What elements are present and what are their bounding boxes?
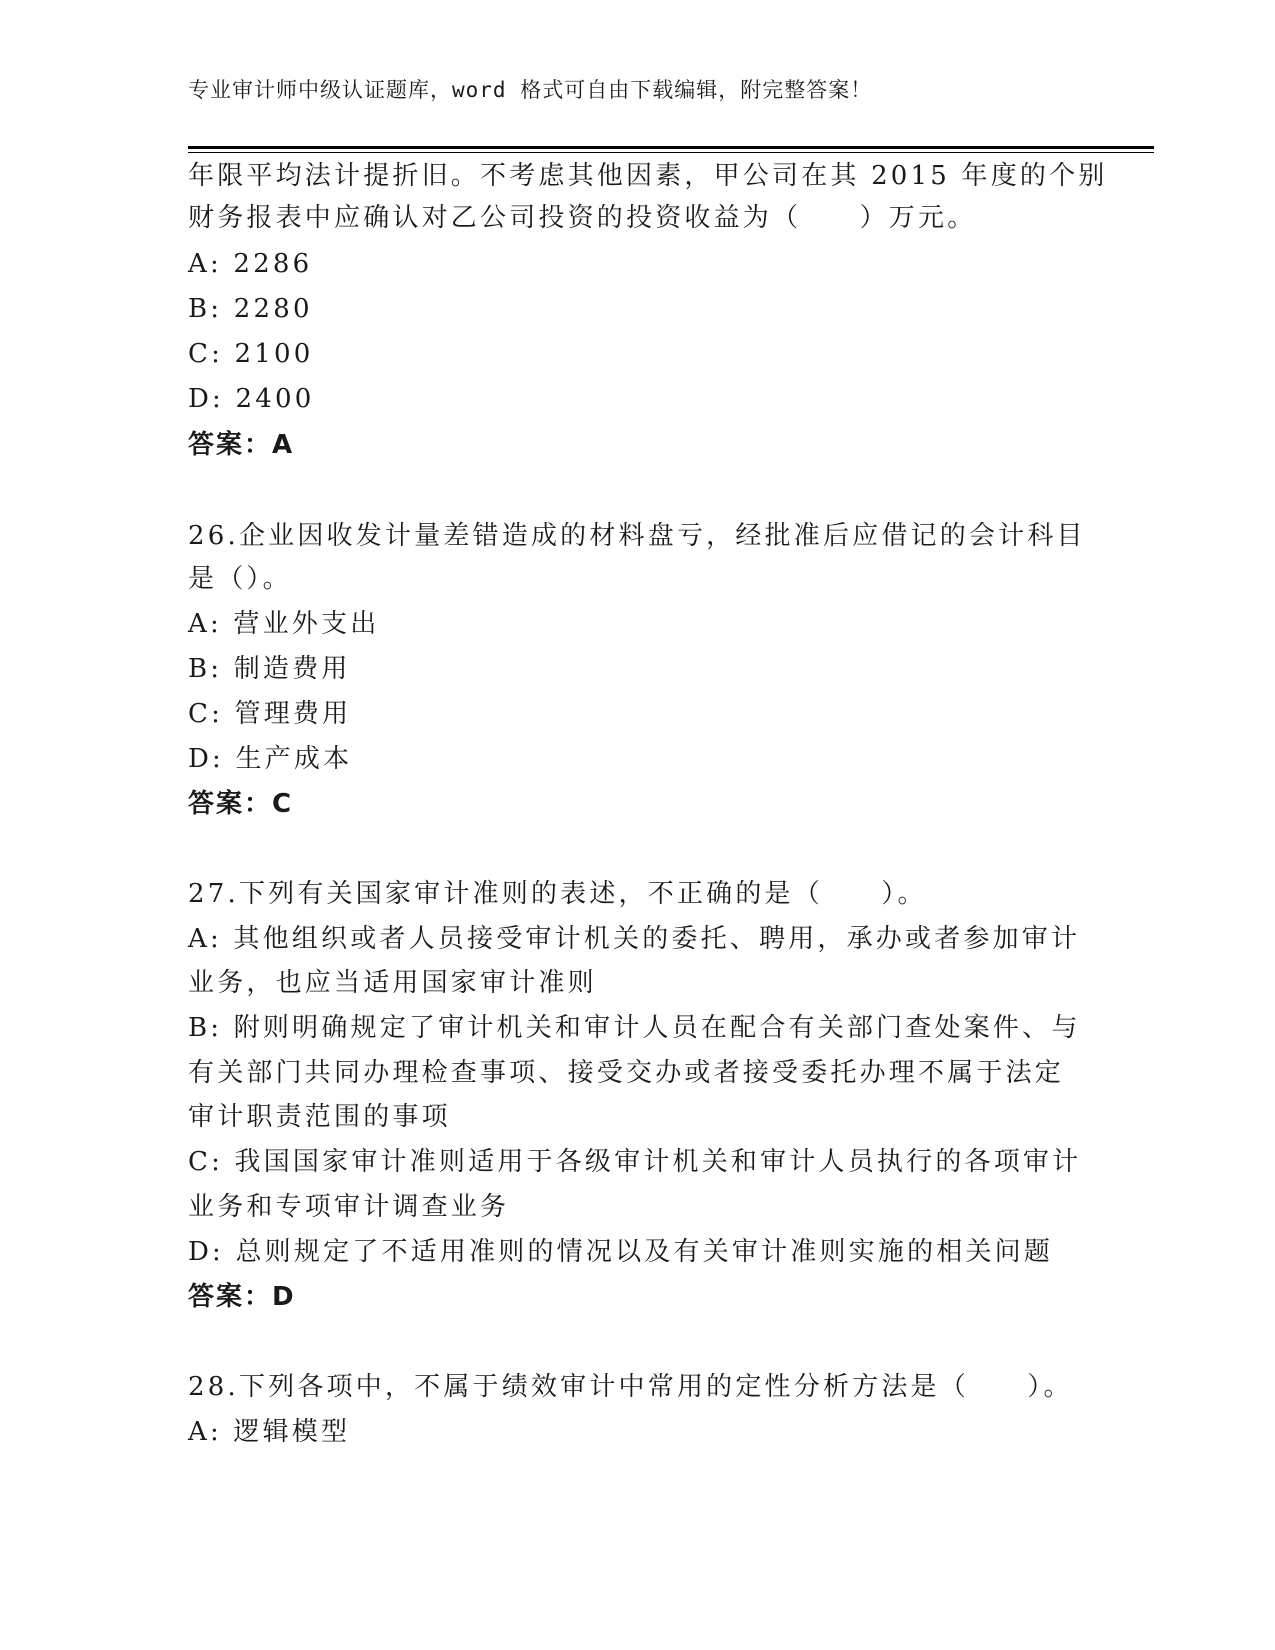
- question-26-option-d: D: 生产成本: [188, 744, 353, 774]
- question-25-answer: 答案：A: [188, 430, 295, 460]
- question-26-answer: 答案：C: [188, 789, 294, 819]
- question-26-stem-line-2: 是（）。: [188, 564, 292, 594]
- question-28-stem: 28.下列各项中，不属于绩效审计中常用的定性分析方法是（ ）。: [188, 1372, 1073, 1402]
- question-26-option-a: A: 营业外支出: [188, 609, 380, 639]
- question-27-answer: 答案：D: [188, 1282, 296, 1312]
- question-27-option-c-line-1: C: 我国国家审计准则适用于各级审计机关和审计人员执行的各项审计: [188, 1147, 1082, 1177]
- question-27-option-b-line-2: 有关部门共同办理检查事项、接受交办或者接受委托办理不属于法定: [188, 1058, 1065, 1088]
- question-26-stem-line-1: 26.企业因收发计量差错造成的材料盘亏，经批准后应借记的会计科目: [188, 521, 1086, 551]
- question-28-option-a: A: 逻辑模型: [188, 1417, 351, 1447]
- question-25-stem-line-1: 年限平均法计提折旧。不考虑其他因素，甲公司在其 2015 年度的个别: [188, 161, 1108, 191]
- header-rule-thick: [188, 146, 1154, 149]
- question-27-stem: 27.下列有关国家审计准则的表述，不正确的是（ ）。: [188, 879, 927, 909]
- question-25-option-d: D: 2400: [188, 384, 315, 414]
- question-27-option-b-line-1: B: 附则明确规定了审计机关和审计人员在配合有关部门查处案件、与: [188, 1013, 1081, 1043]
- question-26-option-c: C: 管理费用: [188, 699, 352, 729]
- question-27-option-a-line-1: A: 其他组织或者人员接受审计机关的委托、聘用，承办或者参加审计: [188, 924, 1081, 954]
- question-27-option-a-line-2: 业务，也应当适用国家审计准则: [188, 968, 597, 998]
- question-25-option-c: C: 2100: [188, 339, 314, 369]
- header-rule-thin: [188, 152, 1154, 153]
- question-25-option-a: A: 2286: [188, 249, 313, 279]
- question-25-option-b: B: 2280: [188, 294, 313, 324]
- question-26-option-b: B: 制造费用: [188, 654, 351, 684]
- question-27-option-b-line-3: 审计职责范围的事项: [188, 1102, 451, 1132]
- question-27-option-d: D: 总则规定了不适用准则的情况以及有关审计准则实施的相关问题: [188, 1237, 1054, 1267]
- question-27-option-c-line-2: 业务和专项审计调查业务: [188, 1192, 510, 1222]
- page-header: 专业审计师中级认证题库，word 格式可自由下载编辑，附完整答案！: [188, 78, 873, 102]
- question-25-stem-line-2: 财务报表中应确认对乙公司投资的投资收益为（ ）万元。: [188, 203, 977, 233]
